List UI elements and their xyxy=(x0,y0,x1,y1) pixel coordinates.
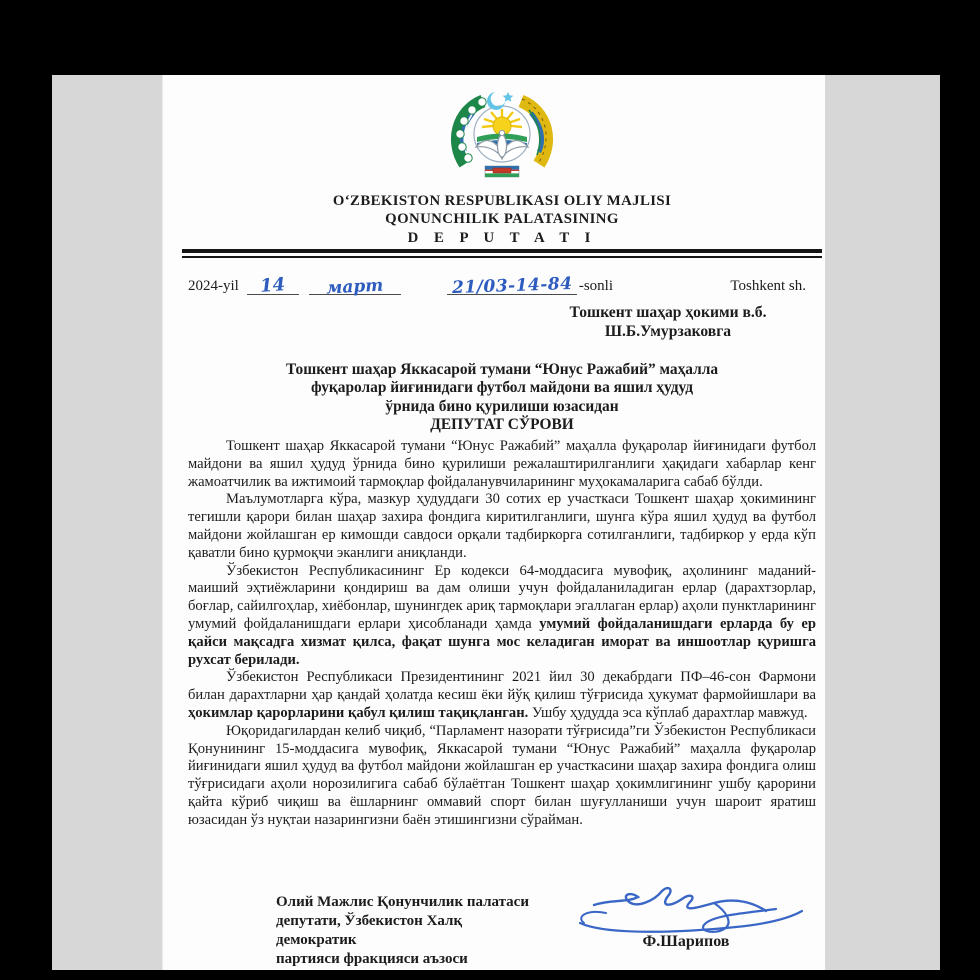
subject-line2: фуқаролар йиғинидаги футбол майдони ва яшил ҳудуд xyxy=(310,379,694,397)
paragraph: Ўзбекистон Республикаси Президентининг 2021 йил 30 декабрдаги ПФ–46-сон Фармони билан дарахтларни ҳар қандай ҳолатда кесиш ёки йўқ қилиш тўғрисида ҳукумат фармойишлари ва ҳокимлар қарорларини қабул қилиш тақиқланган. Ушбу ҳудудда эса кўплаб дарахтлар мавжуд. xyxy=(188,669,816,721)
body-paragraphs xyxy=(188,438,816,830)
letterhead-line2: QONUNCHILIK PALATASINING xyxy=(385,210,619,227)
subject-line4: ДЕПУТАТ СЎРОВИ xyxy=(430,416,574,434)
doc-number-suffix: -sonli xyxy=(578,278,614,294)
document-page xyxy=(162,75,825,970)
signoff-line1: Олий Мажлис Қонунчилик палатаси xyxy=(276,894,529,910)
paragraph: Юқоридагилардан келиб чиқиб, “Парламент назорати тўғрисида”ги Ўзбекистон Республикаси Қонунининг 15-моддасига мувофиқ, Яккасарой тумани “Юнус Ражабий” маҳалла фуқаролар йиғинидаги яшил ҳудуд ва футбол майдони жойлашган ер участкасини шаҳар захира фондига олиш тўғрисидаги аҳоли норозилигига сабаб бўлаётган Тошкент шаҳар ҳокимлигининг ушбу қарорини қайта кўриб чиқиш ва ёшларнинг оммавий спорт билан шуғулланиши учун шароит яратиш юзасидан ўз нуқтаи назарингизни баён этишингизни сўрайман. xyxy=(188,722,816,828)
letterhead-line1: O‘ZBEKISTON RESPUBLIKASI OLIY MAJLISI xyxy=(332,193,672,209)
emblem-container xyxy=(188,89,816,188)
handwritten-doc-number-field: 21/03-14-84 xyxy=(447,274,577,295)
paragraph: Маълумотларга кўра, мазкур ҳудуддаги 30 сотих ер участкаси Тошкент шаҳар ҳокимининг тегишли қарори билан шаҳар захира фондига киритилганлиги, шунга кўра яшил ҳудуд ва футбол майдони жойлашган ер кимошди савдоси орқали тадбиркорга сотилганлиги, тадбиркор у ерда кўп қаватли бино қурмоқчи эканлиги аниқланди. xyxy=(188,491,816,561)
letterhead xyxy=(188,193,816,248)
signoff-line2: депутати, Ўзбекистон Халқ демократик xyxy=(276,913,463,948)
city-label: Toshkent sh. xyxy=(730,278,806,294)
date-label: 2024-yil xyxy=(188,278,239,294)
scan-backdrop xyxy=(52,75,940,970)
dateline xyxy=(188,269,816,299)
signoff-position xyxy=(276,893,546,969)
addressee-line1: Тошкент шаҳар ҳокими в.б. xyxy=(569,304,767,321)
paragraph: Тошкент шаҳар Яккасарой тумани “Юнус Ражабий” маҳалла фуқаролар йиғинидаги футбол майдони ва яшил ҳудуд ўрнида бино қурилиши режалаштирилганлиги ҳақидаги хабарлар кенг жамоатчилик ва ижтимоий тармоқлар фойдаланувчиларининг муҳокамаларига сабаб бўлди. xyxy=(188,438,816,490)
signoff-line3: партияси фракцияси аъзоси xyxy=(276,951,468,967)
signatory-name: Ф.Шарипов xyxy=(642,933,730,950)
subject-title xyxy=(188,361,816,435)
handwritten-day-field: 14 xyxy=(247,273,299,295)
addressee-line2: Ш.Б.Умурзаковга xyxy=(604,323,732,340)
letterhead-line3: D E P U T A T I xyxy=(407,230,597,247)
addressee-block xyxy=(518,303,818,341)
letterhead-divider-rule xyxy=(182,249,822,258)
subject-line1: Тошкент шаҳар Яккасарой тумани “Юнус Ражабий” маҳалла xyxy=(285,361,719,378)
subject-line3: ўрнида бино қурилиши юзасидан xyxy=(385,397,619,415)
signoff-block xyxy=(188,893,816,969)
signature-area xyxy=(566,893,816,969)
handwritten-month-field: март xyxy=(309,274,401,295)
paragraph: Ўзбекистон Республикасининг Ер кодекси 64-моддасига мувофиқ, аҳолининг маданий-маиший эҳтиёжларини қондириш ва дам олиши учун фойдаланиладиган ерлар (дарахтзорлар, боғлар, сайилгоҳлар, хиёбонлар, шунингдек ариқ тармоқлари эгаллаган ерлар) аҳоли пунктларининг умумий фойдаланишдаги ерлари ҳисобланади ҳамда умумий фойдаланишдаги ерларда бу ер қайси мақсадга хизмат қилса, фақат шунга мос келадиган иморат ва иншоотлар қуришга рухсат берилади. xyxy=(188,562,816,668)
uzbekistan-coat-of-arms-icon xyxy=(442,89,562,183)
